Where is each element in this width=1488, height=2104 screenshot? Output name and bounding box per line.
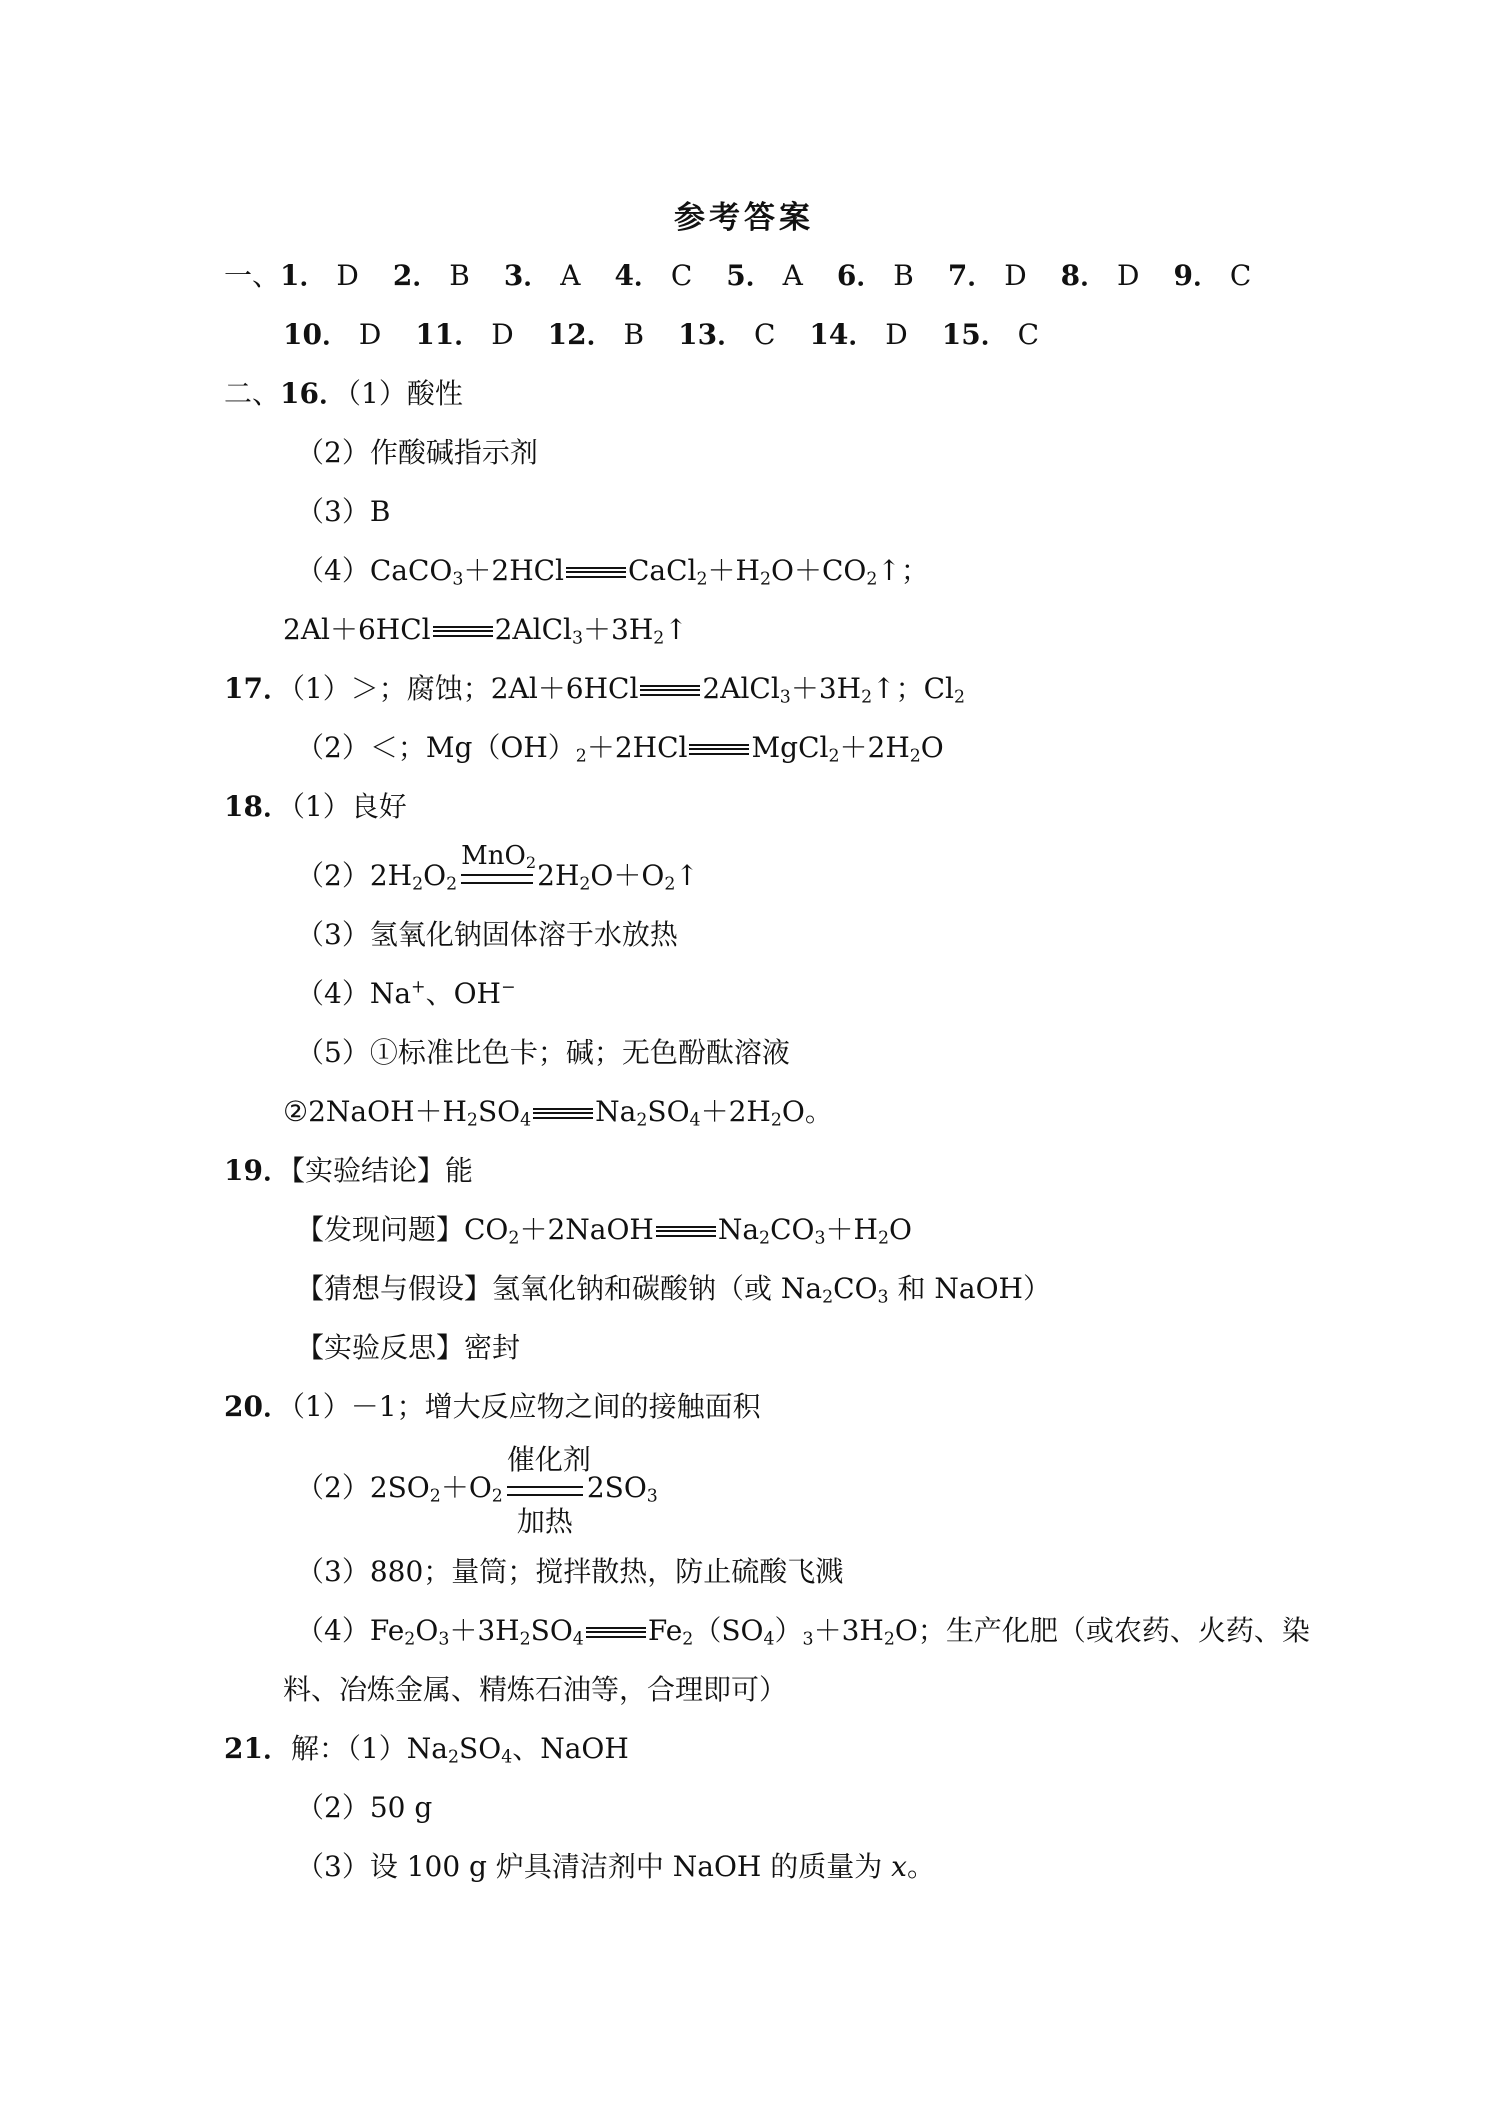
- q17-part1: 17．（1）＞；腐蚀；2Al＋6HCl $2AlCl_3+3H_2↑$；$Cl_2$: [224, 672, 965, 708]
- q19-number: 19: [224, 1154, 263, 1187]
- q20-part2: $(2)2SO_2+O_2$ 催化剂 加热 $2SO_3$: [296, 1442, 658, 1538]
- q19-part4: 【实验反思】密封: [296, 1331, 521, 1364]
- answer-letter: C: [1221, 259, 1252, 292]
- q19-part1: 19．【实验结论】能: [224, 1154, 473, 1187]
- choice-answer: [548, 315, 644, 355]
- answer-letter: B: [440, 259, 470, 292]
- q18-part6: $②2NaOH+H_2SO_4$ $Na_2SO_4+2H_2O$。: [283, 1095, 833, 1131]
- answer-letter: D: [349, 318, 382, 351]
- choice-answer: [678, 315, 775, 355]
- choice-answer: [948, 256, 1027, 296]
- answer-letter: C: [661, 259, 693, 292]
- answer-letter: D: [327, 259, 359, 292]
- q16-part2: （2）作酸碱指示剂: [296, 436, 538, 469]
- equals-sign: [656, 1226, 716, 1237]
- q18-part2: $(2)2H_2O_2$ MnO$_2$ $2H_2O+O_2↑$: [296, 840, 699, 895]
- choice-answer: [283, 315, 381, 355]
- q17-part2: （2）＜；$Mg(OH)_2+2HCl$ $MgCl_2+2H_2O$: [296, 731, 944, 767]
- q20-part5: 料、冶炼金属、精炼石油等，合理即可）: [283, 1673, 788, 1706]
- q16-part4-eq2: 2Al＋6HCl $2AlCl_3+3H_2↑$: [283, 613, 688, 649]
- section1-row2: [283, 315, 1073, 355]
- question-number: 4．: [614, 259, 662, 292]
- choice-answer: [280, 256, 359, 296]
- choice-answer: [504, 256, 581, 296]
- question-number: 7．: [947, 259, 996, 292]
- equals-sign: [586, 1627, 646, 1638]
- choice-answer: [1174, 256, 1252, 296]
- question-number: 6．: [836, 259, 885, 292]
- question-number: 5．: [726, 259, 774, 292]
- q16-number: 16: [280, 377, 319, 410]
- section1-row1: [224, 256, 1285, 296]
- question-number: 9．: [1173, 259, 1221, 292]
- equals-sign: [533, 1108, 593, 1119]
- q16-part4-eq1: （4）CaCO$_3$＋2HCl $CaCl_2+H_2O+CO_2↑$；: [296, 554, 929, 590]
- section2-prefix: 二、: [224, 377, 281, 410]
- q20-part4: $(4)Fe_2O_3+3H_2SO_4$ $Fe_2(SO_4)_3+3H_2O$；生产化肥（或农药、火药、染: [296, 1614, 1310, 1650]
- q18-part4: （4）Na+、OH−: [296, 977, 516, 1010]
- answer-letter: B: [884, 259, 914, 292]
- choice-answer: [415, 315, 513, 355]
- answer-letter: D: [482, 318, 514, 351]
- q20-part3: （3）880；量筒；搅拌散热，防止硫酸飞溅: [296, 1555, 844, 1588]
- question-number: 2．: [392, 259, 441, 292]
- q21-number: 21: [224, 1732, 263, 1765]
- equals-sign: [566, 567, 626, 578]
- q18-part3: （3）氢氧化钠固体溶于水放热: [296, 918, 678, 951]
- q19-part2: 【发现问题】$CO_2+2NaOH$ $Na_2CO_3+H_2O$: [296, 1213, 912, 1249]
- question-number: 12．: [547, 318, 615, 351]
- section1-prefix: 一、: [224, 259, 281, 292]
- choice-answer: [809, 315, 907, 355]
- reaction-condition: MnO$_2$: [461, 868, 533, 888]
- equals-sign: [433, 626, 493, 637]
- question-number: 3．: [503, 259, 552, 292]
- answer-letter: B: [614, 318, 645, 351]
- question-number: 14．: [809, 318, 877, 351]
- reaction-condition: 催化剂 加热: [506, 1442, 591, 1538]
- answer-letter: A: [551, 259, 581, 292]
- q16-part1: （1）酸性: [347, 377, 463, 410]
- answer-letter: A: [773, 259, 803, 292]
- question-number: 15．: [941, 318, 1009, 351]
- answer-letter: D: [995, 259, 1027, 292]
- q16-part3: （3）B: [296, 495, 391, 528]
- choice-answer: [393, 256, 470, 296]
- choice-answer: [837, 256, 914, 296]
- answer-letter: C: [1008, 318, 1040, 351]
- choice-answer: [614, 256, 692, 296]
- choice-answer: [1061, 256, 1140, 296]
- answer-letter: C: [745, 318, 776, 351]
- answer-letter: D: [876, 318, 908, 351]
- equals-sign: [689, 744, 749, 755]
- choice-answer: [942, 315, 1039, 355]
- q17-number: 17: [224, 672, 263, 705]
- question-number: 11．: [415, 318, 483, 351]
- q18-number: 18: [224, 790, 263, 823]
- q18-part5: （5）①标准比色卡；碱；无色酚酞溶液: [296, 1036, 790, 1069]
- q19-part3: 【猜想与假设】氢氧化钠和碳酸钠（或 $Na_2CO_3$ 和 NaOH）: [296, 1272, 1051, 1308]
- q20-part1: 20．（1）－1；增大反应物之间的接触面积: [224, 1390, 761, 1423]
- q21-part3: （3）设 100 g 炉具清洁剂中 NaOH 的质量为 x。: [296, 1850, 935, 1883]
- q20-number: 20: [224, 1390, 263, 1423]
- q21-part2: （2）50 g: [296, 1791, 433, 1824]
- question-number: 13．: [678, 318, 746, 351]
- q16-header: 二、16．（1）酸性: [224, 377, 463, 410]
- page-title: 参考答案: [674, 200, 814, 236]
- equals-sign: [640, 685, 700, 696]
- question-number: 8．: [1060, 259, 1109, 292]
- q18-part1: 18．（1）良好: [224, 790, 407, 823]
- answer-letter: D: [1108, 259, 1140, 292]
- question-number: 10．: [283, 318, 350, 351]
- question-number: 1．: [280, 259, 328, 292]
- q21-part1: 21．解：$(1)Na_2SO_4$、NaOH: [224, 1732, 629, 1768]
- choice-answer: [726, 256, 803, 296]
